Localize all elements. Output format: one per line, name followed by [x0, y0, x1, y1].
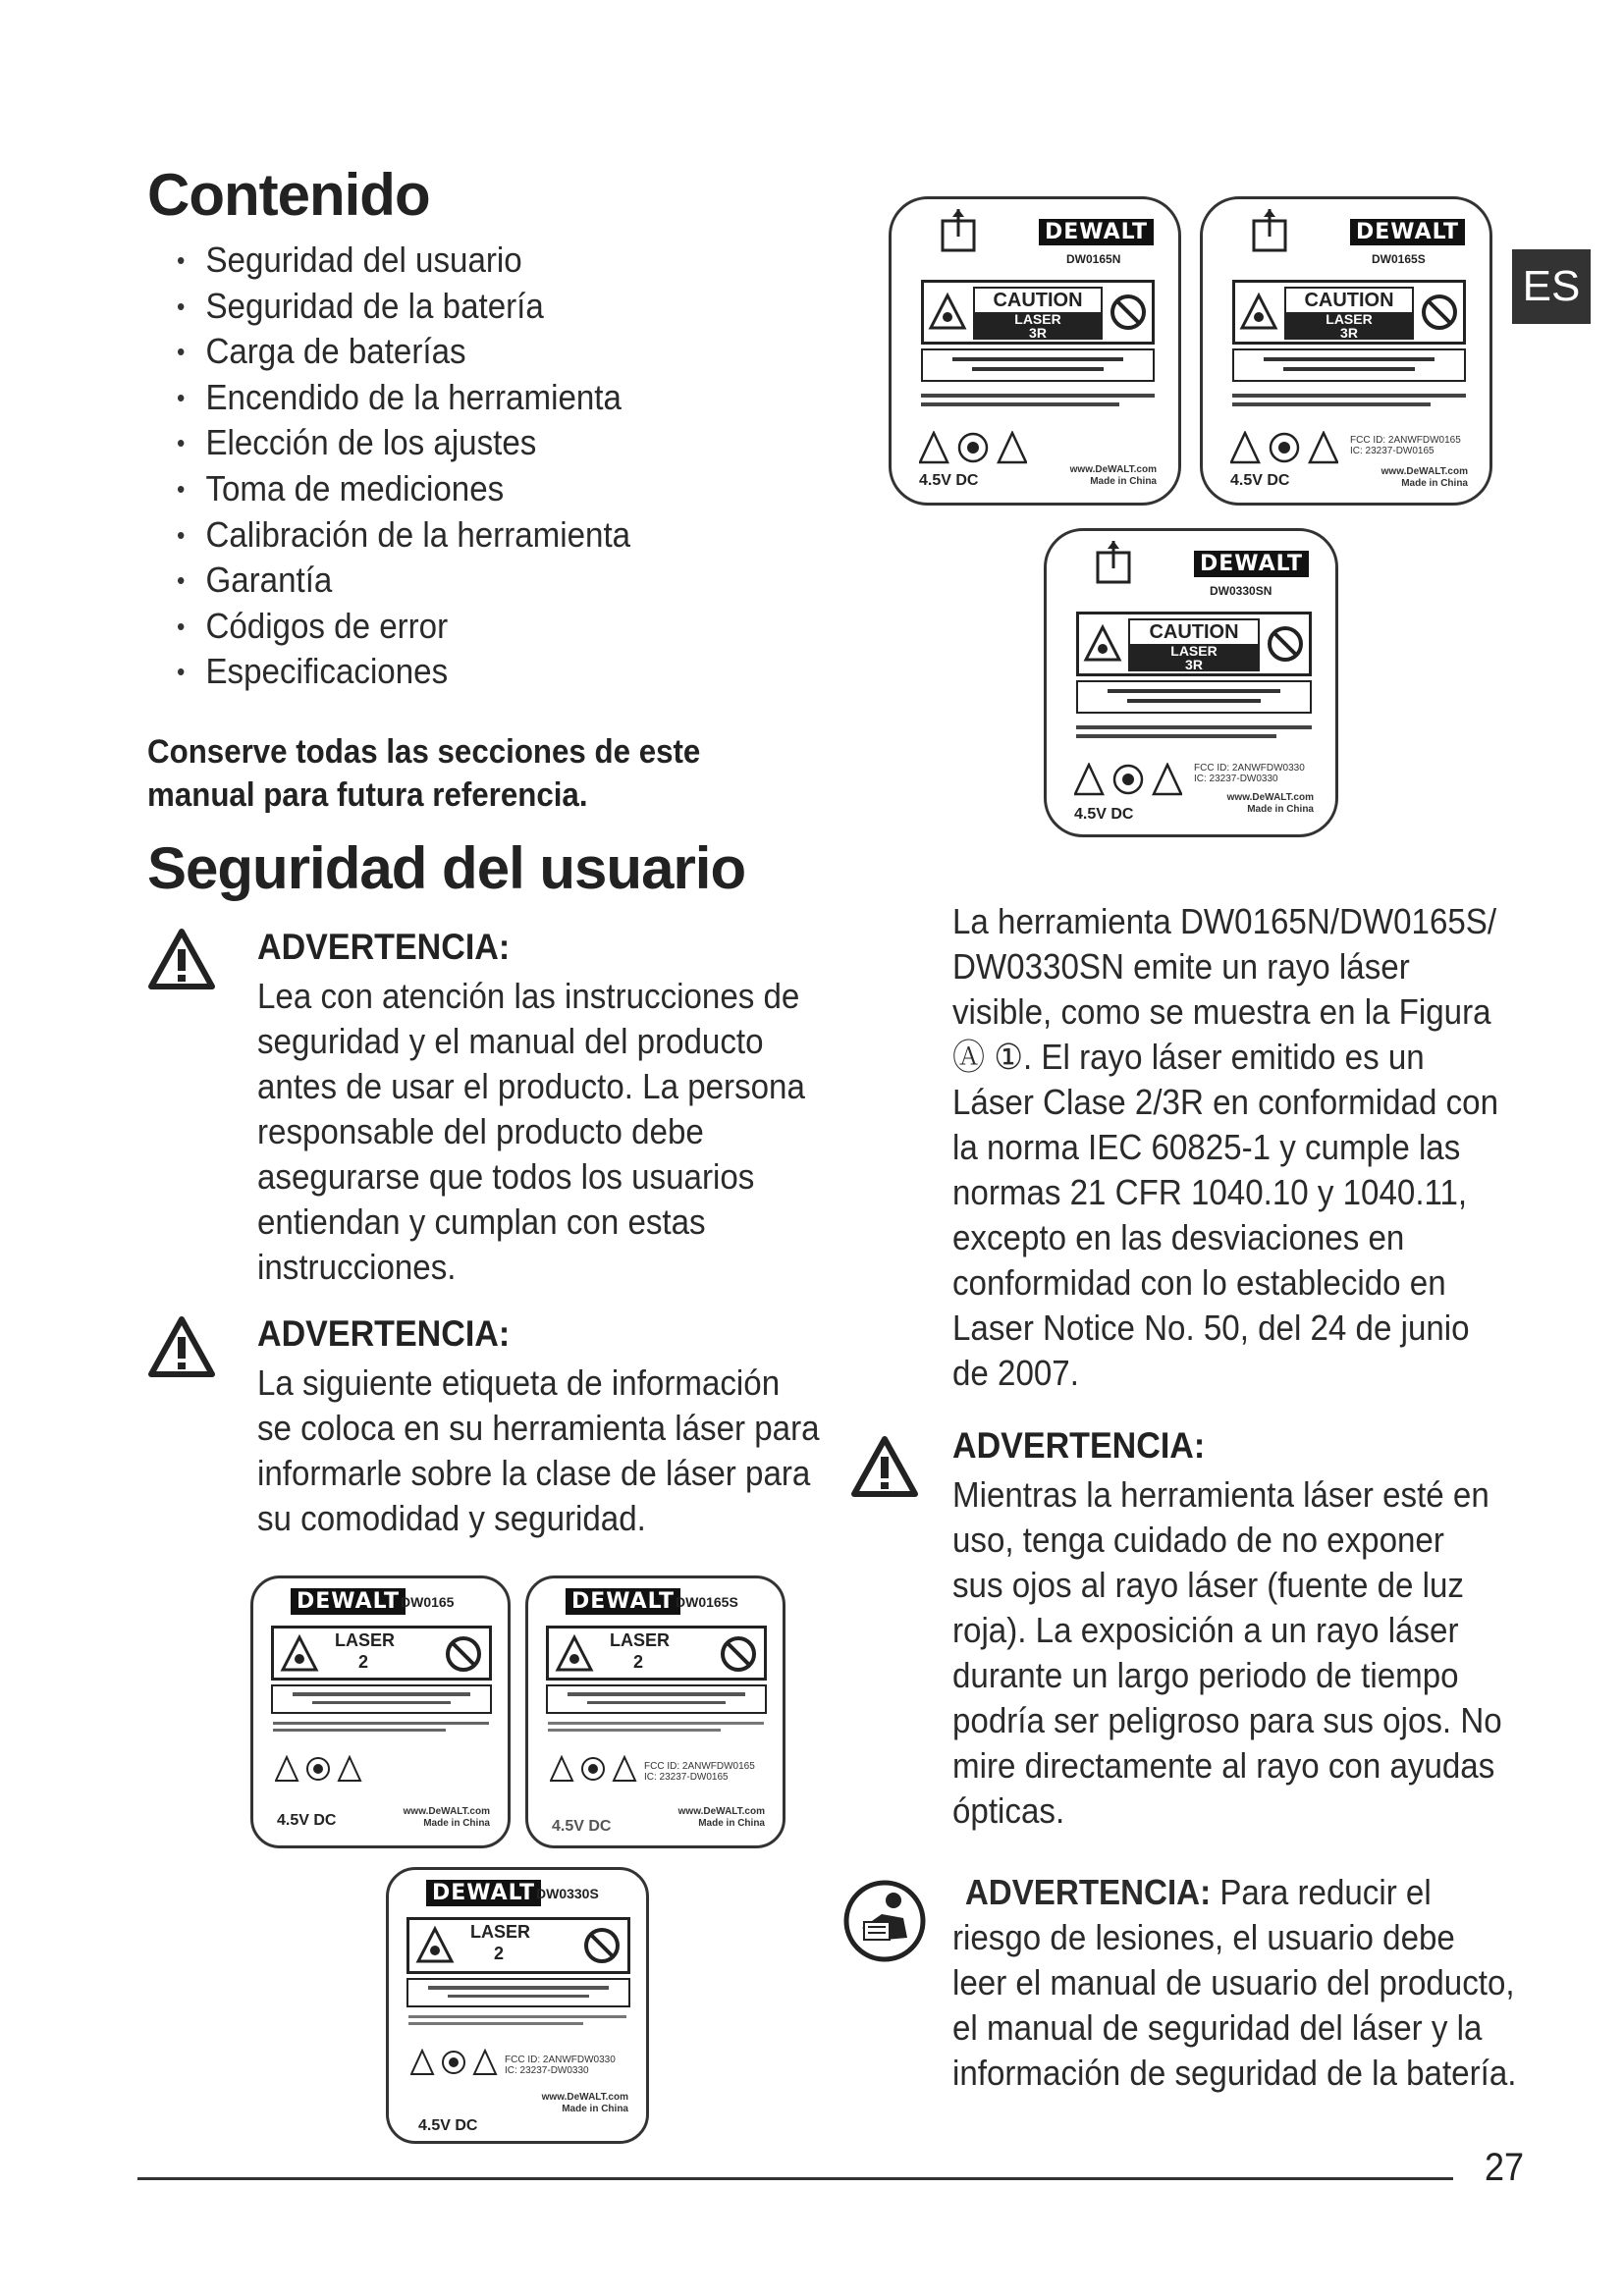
- compliance-text: [408, 2015, 626, 2025]
- laser-spec-box: [546, 1684, 767, 1714]
- warning-triangle-icon: [850, 1435, 919, 1498]
- page-number: 27: [1485, 2146, 1525, 2189]
- contents-item: • Carga de baterías: [177, 329, 630, 375]
- safety-title: Seguridad del usuario: [147, 835, 746, 901]
- laser-intro-text: La herramienta DW0165N/DW0165S/ DW0330SN emite un rayo láser visible, como se muestra en la Figura Ⓐ ①. El rayo láser emitido es un Láser Clase 2/3R en conformidad con la norma IEC 60825-1 y cumple las normas 21 CFR 1040.10 y 1040.11, excepto en las desviaciones en conformidad con lo establecido en Laser Notice No. 50, del 24 de junio de 2007.: [952, 901, 1498, 1393]
- laser-class-box: [406, 1917, 630, 1974]
- laser-class: 2: [358, 1652, 369, 1672]
- dewalt-logo: DEWALT: [1194, 551, 1309, 577]
- laser-label-dw0330s: [386, 1867, 649, 2144]
- fcc-id: FCC ID: 2ANWFDW0330 IC: 23237-DW0330: [1194, 763, 1305, 784]
- caution-box: CAUTION LASER 3R: [1128, 618, 1260, 671]
- contents-item: • Calibración de la herramienta: [177, 512, 630, 559]
- laser-class-box: [921, 280, 1155, 345]
- laser-spec-box: [406, 1978, 630, 2007]
- label-model: DW0165S: [1372, 252, 1426, 266]
- caution-text: CAUTION: [993, 290, 1083, 311]
- label-model: DW0330S: [536, 1886, 599, 1901]
- language-tab: ES: [1512, 249, 1591, 324]
- laser-label-dw0330sn: [1044, 528, 1338, 837]
- contents-item: • Códigos de error: [177, 604, 630, 650]
- made-in-text: www.DeWALT.com Made in China: [403, 1806, 490, 1829]
- laser-label-dw0165s: [1200, 196, 1492, 506]
- compliance-text: [921, 394, 1155, 406]
- warning-text: ADVERTENCIA: Para reducir el riesgo de lesiones, el usuario debe leer el manual de usuario del producto, el manual de seguridad del láser y la información de seguridad de la batería.: [952, 1872, 1517, 2093]
- compliance-text: [548, 1722, 764, 1732]
- laser-warning-icon: [280, 1634, 319, 1674]
- laser-text: LASER: [335, 1630, 396, 1650]
- laser-label-dw0165n: [889, 196, 1181, 506]
- laser-label-dw0165s: [525, 1575, 785, 1848]
- safety-symbols-icon: [1074, 763, 1182, 796]
- voltage-label: 4.5V DC: [1230, 472, 1290, 489]
- dewalt-logo: DEWALT: [426, 1880, 541, 1906]
- warning-triangle-icon: [147, 1315, 216, 1378]
- compliance-text: [1232, 394, 1466, 406]
- laser-spec-box: [1076, 680, 1312, 714]
- laser-class: 2: [494, 1944, 505, 1963]
- caution-box: CAUTION LASER 3R: [973, 287, 1103, 340]
- warning-text: La siguiente etiqueta de información se coloca en su herramienta láser para informarle sobre la clase de láser para su comodidad y seguridad.: [257, 1362, 820, 1538]
- dewalt-logo: DEWALT: [566, 1588, 680, 1615]
- contents-item: • Toma de mediciones: [177, 466, 630, 512]
- warning-text: Lea con atención las instrucciones de seguridad y el manual del producto antes de usar el producto. La persona responsable del producto debe asegurarse que todos los usuarios entiendan y cumplan con estas instrucciones.: [257, 976, 805, 1287]
- laser-class: 2: [633, 1652, 644, 1672]
- laser-beam-icon: [941, 207, 976, 252]
- safety-symbols-icon: [550, 1755, 638, 1783]
- made-in-text: www.DeWALT.com Made in China: [1226, 792, 1314, 815]
- laser-beam-icon: [1096, 539, 1131, 584]
- laser-class-box: [1076, 612, 1312, 676]
- fcc-id: FCC ID: 2ANWFDW0165 IC: 23237-DW0165: [1350, 435, 1461, 456]
- safety-symbols-icon: [410, 2049, 499, 2076]
- laser-warning-icon: [928, 293, 967, 332]
- contents-item: • Elección de los ajustes: [177, 420, 630, 466]
- laser-class-box: [271, 1626, 492, 1681]
- no-stare-icon: [719, 1634, 758, 1674]
- warning-title: ADVERTENCIA:: [257, 1313, 511, 1354]
- no-stare-icon: [444, 1634, 483, 1674]
- contents-item: • Especificaciones: [177, 649, 630, 695]
- fcc-id: FCC ID: 2ANWFDW0330 IC: 23237-DW0330: [505, 2055, 616, 2076]
- laser-warning-icon: [1239, 293, 1278, 332]
- dewalt-logo: DEWALT: [1350, 219, 1465, 245]
- voltage-label: 4.5V DC: [277, 1812, 337, 1829]
- safety-symbols-icon: [1230, 431, 1338, 464]
- no-stare-icon: [1266, 624, 1305, 664]
- warning-text: Mientras la herramienta láser esté en uso, tenga cuidado de no exponer sus ojos al rayo láser (fuente de luz roja). La exposición a un rayo láser durante un largo periodo de tiempo podría ser peligroso para sus ojos. No mire directamente al rayo con ayudas ópticas.: [952, 1474, 1502, 1831]
- voltage-label: 4.5V DC: [919, 472, 979, 489]
- label-model: DW0165S: [676, 1594, 738, 1610]
- laser-label-dw0165: [250, 1575, 511, 1848]
- laser-text: LASER: [610, 1630, 671, 1650]
- dewalt-logo: DEWALT: [1039, 219, 1154, 245]
- label-model: DW0165N: [1066, 252, 1121, 266]
- caution-text: CAUTION: [1149, 621, 1239, 643]
- warning-title: ADVERTENCIA:: [964, 1872, 1212, 1912]
- made-in-text: www.DeWALT.com Made in China: [1069, 464, 1157, 487]
- made-in-text: www.DeWALT.com Made in China: [541, 2092, 628, 2114]
- contents-item: • Encendido de la herramienta: [177, 375, 630, 421]
- read-manual-icon: [842, 1879, 927, 1963]
- laser-spec-box: [271, 1684, 492, 1714]
- contents-title: Contenido: [147, 162, 430, 228]
- voltage-label: 4.5V DC: [418, 2117, 478, 2134]
- label-model: DW0330SN: [1210, 584, 1272, 598]
- laser-warning-icon: [1083, 624, 1122, 664]
- laser-class-box: [546, 1626, 767, 1681]
- compliance-text: [273, 1722, 489, 1732]
- voltage-label: 4.5V DC: [552, 1818, 612, 1835]
- compliance-text: [1076, 725, 1312, 738]
- caution-text: CAUTION: [1304, 290, 1394, 311]
- contents-item: • Garantía: [177, 558, 630, 604]
- warning-title: ADVERTENCIA:: [952, 1425, 1206, 1466]
- laser-warning-icon: [415, 1926, 455, 1965]
- keep-note: Conserve todas las secciones de este manual para futura referencia.: [147, 733, 701, 814]
- made-in-text: www.DeWALT.com Made in China: [1380, 466, 1468, 489]
- safety-symbols-icon: [919, 431, 1027, 464]
- laser-spec-box: [921, 348, 1155, 382]
- dewalt-logo: DEWALT: [291, 1588, 406, 1615]
- contents-item: • Seguridad del usuario: [177, 238, 630, 284]
- made-in-text: www.DeWALT.com Made in China: [677, 1806, 765, 1829]
- laser-text: LASER: [470, 1922, 531, 1942]
- footer-divider: [137, 2177, 1453, 2180]
- label-model: DW0165: [401, 1594, 455, 1610]
- voltage-label: 4.5V DC: [1074, 806, 1134, 823]
- contents-list: [177, 238, 670, 695]
- safety-symbols-icon: [275, 1755, 363, 1783]
- no-stare-icon: [1420, 293, 1459, 332]
- no-stare-icon: [1109, 293, 1148, 332]
- laser-beam-icon: [1252, 207, 1287, 252]
- laser-warning-icon: [555, 1634, 594, 1674]
- warning-title: ADVERTENCIA:: [257, 927, 511, 967]
- warning-triangle-icon: [147, 928, 216, 990]
- laser-spec-box: [1232, 348, 1466, 382]
- fcc-id: FCC ID: 2ANWFDW0165 IC: 23237-DW0165: [644, 1761, 755, 1783]
- no-stare-icon: [582, 1926, 622, 1965]
- caution-box: CAUTION LASER 3R: [1284, 287, 1414, 340]
- laser-class-box: [1232, 280, 1466, 345]
- contents-item: • Seguridad de la batería: [177, 284, 630, 330]
